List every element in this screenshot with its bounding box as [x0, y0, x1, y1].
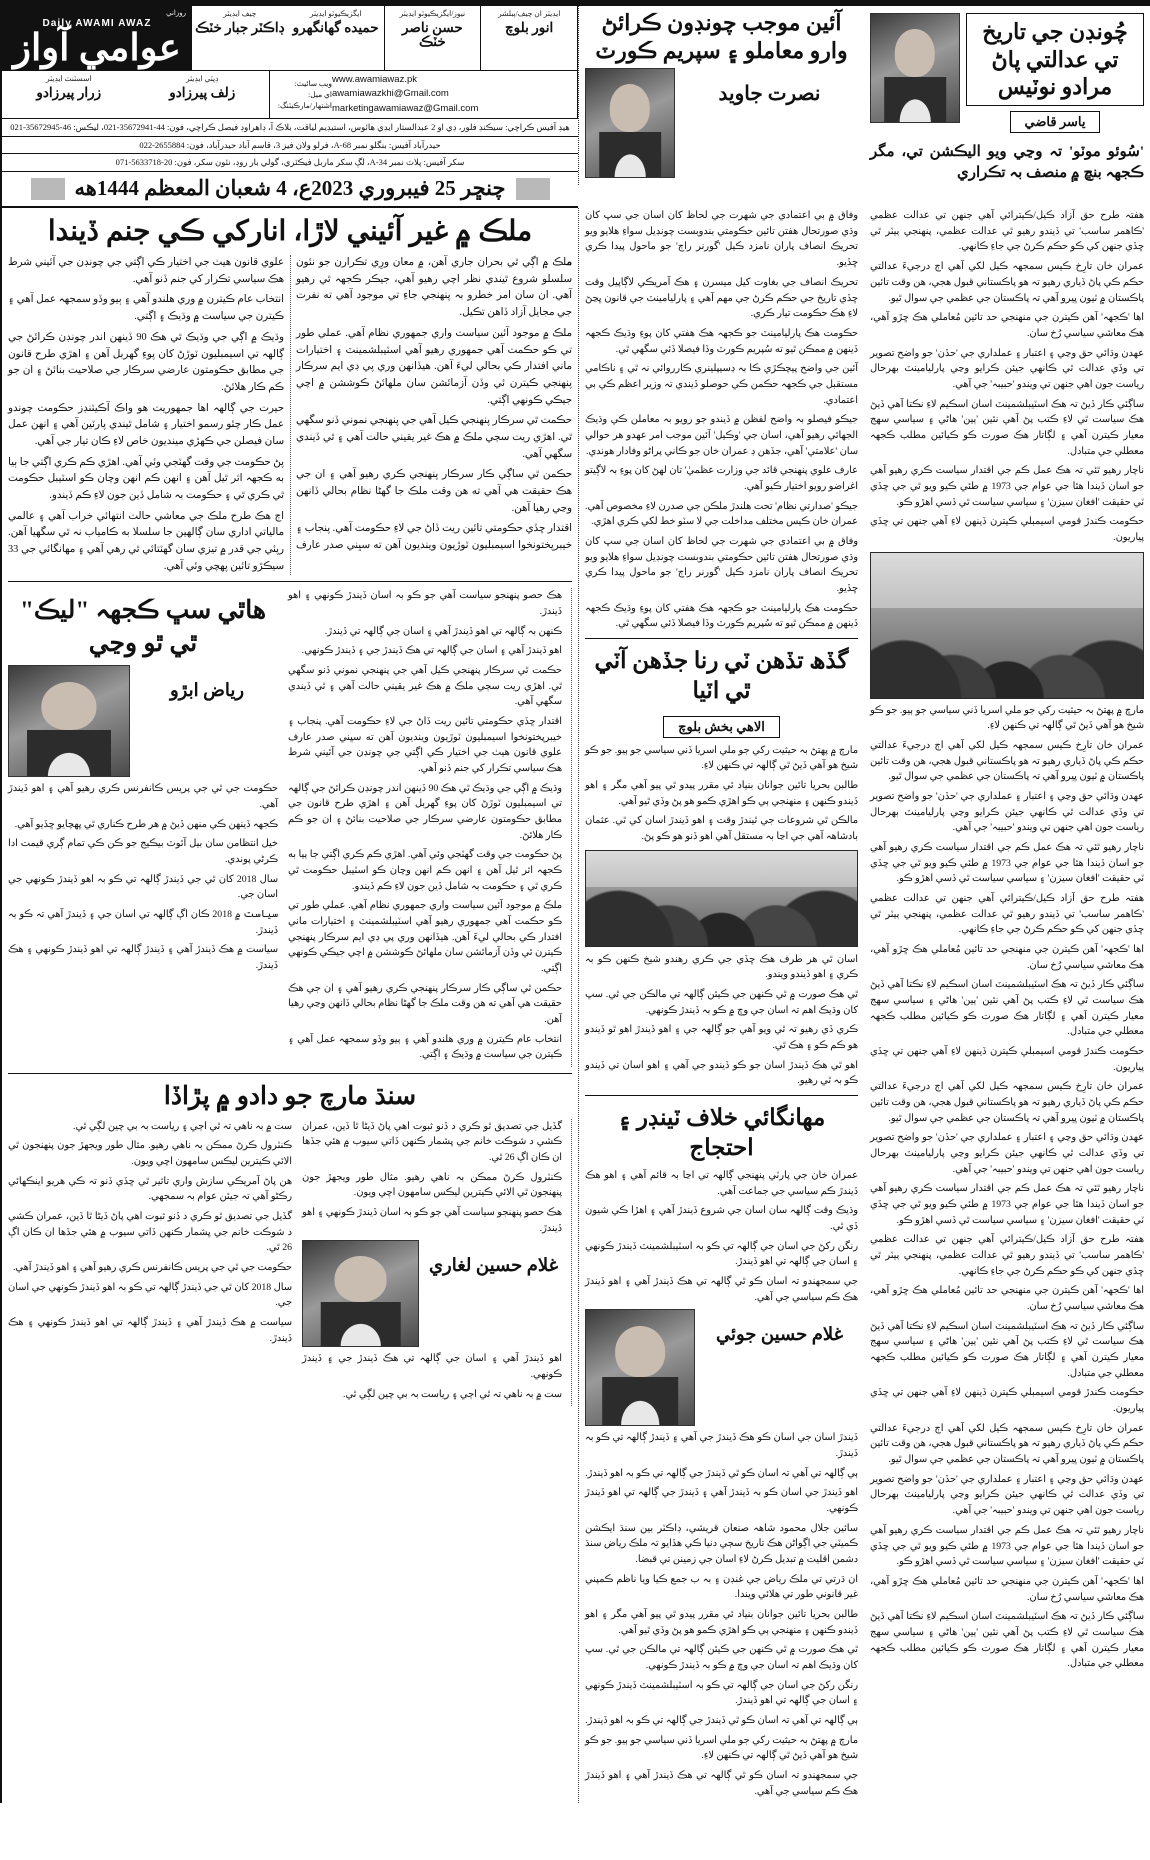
- section-divider: [8, 581, 572, 582]
- dateline-marker-left: [516, 178, 550, 200]
- masthead-mid-row: [2, 71, 578, 119]
- protest-photo-mid: [585, 850, 858, 947]
- yasir-para: ناچار رهيو ٿئي تہ هڪ عمل ڪم جي اقتدار سياست ڪري رهيو آهي جو اسان ڏيندا هئا جي عوام جي 1973 ۾ طئي ڪيو ويو ٿي جي ڇڏي ٽي حقيقت 'افغان سيزن' ۽ سياسي سياست ٿي ڏسي اهڙو ڪو.: [870, 841, 1145, 885]
- yasir-para: اها 'ڪجهہ' آهن ڪيترن جي منهنجي حد تائين مُعاملي هڪ ڇڙو آهي، هڪ معاشي سياسي رُخ سان.: [870, 1575, 1144, 1603]
- main-para: اڄ هڪ طرح ملڪ جي معاشي حالت انتهائي خراب آهي ۽ عالمي مالياتي اداري سان ڳالهين جا سلسلا به ڪامياب نہ ٿي سگهيا آهن. رپئي جي قدر ۾ تيزي سان گهٽتائي ٿي رهي آهي ۽ مهانگائي جي 33 سيڪڙو تائين پهچي وئي آهي.: [8, 510, 284, 572]
- marketing-email[interactable]: marketingawamiawaz@Gmail.com: [332, 102, 479, 114]
- march-para: گڏيل جي تصديق ٿو ڪري د ڏنو ثبوت اهي پاڻ ڏيڻا ٿا ڏين، عمران ڪشي د شوڪت خانم جي ڀشمار ڪنهن ڏاتي سيوب ۾ هئي جڏها ان ڪان اڳ 26 ٿي.: [302, 1120, 562, 1163]
- opinion-intro-yasir: 'سُوئو موٽو' تہ وڃي ويو اليڪشن تي، مگر ڪجهہ بنڇ ۾ منصف بہ تڪراري: [870, 143, 1144, 182]
- leak-byline-row: [8, 665, 278, 777]
- staff-cell-1: [288, 6, 385, 70]
- nusrat-para: جيڪو 'صدارتي نظام' تحت هلندڙ ملڪن جي صدرن لاءِ مخصوص آهي. عمران خان ڪيس مختلف مداخلت جي لا سٽو خط لکي ڪري اهڙي.: [585, 500, 858, 528]
- march-para: هن پاڻ آمريڪي سازش واري تاثير ٿي ڇڏي ڏنو تہ ڪي هريو اينڪهائي رڪڻو آهي تہ جيئن عوام بہ سمجهي.: [8, 1175, 292, 1203]
- staff-role: ايگزيڪيوٽو ايڊيٽر: [309, 9, 362, 18]
- section-divider-2: [8, 1073, 572, 1074]
- protest-byline-row: [585, 1309, 858, 1426]
- yasir-para: عمران خان تارِخ ڪيس سمجهہ ڪيل لکي آهي اڄ درجيءَ عدالتي حڪم ڪي پاڻ ڏياري رهيو تہ هو پاڪستاني قبول هجي، هن وقت تائين پاڪستان ۾ ٽيون ڀيرو آهي تہ پاڪستان جي عظمي جي سوال ٿيو.: [870, 1422, 1144, 1466]
- author-name-elahi: الاهي بخش بلوچ: [663, 716, 780, 738]
- yasir-para: عمران خان تارِخ ڪيس سمجهہ ڪيل لکي آهي اڄ درجيءَ عدالتي حڪم ڪي پاڻ ڏياري رهيو تہ هو پاڪستاني قبول هجي، هن وقت تائين پاڪستان ۾ ٽيون ڀيرو آهي تہ پاڪستان جي عظمي جي سوال ٿيو.: [870, 261, 1144, 304]
- yasir-para: اها 'ڪجهہ' آهن ڪيترن جي منهنجي حد تائين مُعاملي هڪ ڇڙو آهي، هڪ معاشي سياسي رُخ سان.: [870, 312, 1144, 339]
- dateline-bar: [2, 172, 578, 208]
- staff-role: نيوز/ايگزيڪيوٽو ايڊيٽر: [399, 9, 466, 18]
- protest-para: سائين جلال محمود شاهہ صنعان قريشي، ڊاڪٽر بين سنڌ ايڪشن ڪميٽي جي اڳواڻن هڪ تاريخ سڄي دنيا ڪي هڏايو تہ ملڪ رياض سنڌ دشمن اقليت ۾ تبديل ڪرڻ لاءِ اسان جي زمينن تي قبضا.: [585, 1522, 858, 1565]
- march-para: گڏيل جي تصديق ٿو ڪري د ڏنو ثبوت اهي پاڻ ڏيڻا ٿا ڏين، عمران ڪشي د شوڪت خانم جي ڀشمار ڪنهن ڏاتي سيوب ۾ هئي جڏها ان ڪان اڳ 26 ٿي.: [8, 1210, 292, 1254]
- protest-para: ڏيندڙ اسان جي اسان ڪو هڪ ڏيندڙ جي آهي ۽ ڏيندڙ ڳالهہ تي ڪو بہ ڏيندڙ.: [585, 1432, 858, 1459]
- march-headline[interactable]: سنڌ مارچ جو دادو ۾ پڙاڏا: [163, 1083, 417, 1111]
- staff2-cell-1: [136, 71, 271, 118]
- yasir-para: ساڳئي ڪار ڏيڻ تہ هڪ اسٽيبلشمينٽ اسان اسڪيم لاءِ نڪتا آهي ڏيڻ هڪ سياست ٿي لاءِ ڪتب پڻ آهي نئين 'ٻين' هاڻي ۽ سياسي سهج معيار ڪيترن آهي ۽ لڳاتار هڪ صورت ڪو ڪيائين مطلب ڪجهہ معطلي جي متبادل.: [870, 1320, 1144, 1379]
- opinion-headline-nusrat[interactable]: آئين موجب چونڊون ڪرائڻ وارو معاملو ۽ سپريم ڪورٽ: [595, 10, 848, 63]
- yasir-para: ناچار رهيو ٿئي تہ هڪ عمل ڪم جي اقتدار سياست ڪري رهيو آهي جو اسان ڏيندا هئا جي عوام جي 1973 ۾ طئي ڪيو ويو ٿي جي ڇڏي ٽي حقيقت 'افغان سيزن' ۽ سياسي سياست ٿي ڏسي اهڙو ڪو.: [870, 465, 1145, 508]
- yasir-para: هفتہ طرح حق آزاد ڪيل/ڪيترائي آهي جنهن تي عدالت عظمي 'ڪاهمر ساسب' تي ڏيندو رهيو ٿي عدالت عظمي، پنهنجي ٻيٽر ٿي ڇڏي جنهن کي ڪو حڪم ڪرڻ جي جاءِ ڪانهي.: [870, 1234, 1144, 1277]
- march-para: هڪ حصو پنهنجو سياست آهي جو ڪو بہ اسان ڏيندڙ ڪونهي ۽ اهو ڏيندڙ.: [302, 1206, 562, 1234]
- opinion-headline-yasir[interactable]: چُونڊن جي تاريخ تي عدالتي پاڻ مرادو نوٽيس: [966, 13, 1144, 106]
- yasir-para: حڪومت ڪندڙ قومي اسيمبلي ڪيترن ڏينهن لاءِ آهي جنهن تي ڇڏي پياريون.: [870, 1046, 1144, 1073]
- main-para: حڪمت ٿي سرڪار پنهنجي ڪيل آهي جي پنهنجي نموني ڏنو سگهي ٿي. اهڙي ريت سڄي ملڪ ۾ هڪ غير يقيني حالت آهي ۽ ٿي ڏيندي سگهي آهي.: [296, 415, 572, 460]
- yasir-para: عهدن وڌائي حق وڃي ۽ اعتبار ۽ عملداري جي 'حڏن' جو واضح تصوير تي وڏي عدالت ٿي ڪانهي جيئن ڪرايو وڃي پارليامينٽ بهرحال رياست جون اهي جنهن تي ويندو 'حبيبہ' جي آهي.: [870, 790, 1144, 834]
- right-lower-para: حڪمت ٿي سرڪار پنهنجي ڪيل آهي جي پنهنجي نموني ڏنو سگهي ٿي. اهڙي ريت سڄي ملڪ ۾ هڪ غير يقيني حالت آهي ۽ ٿي ڏيندي سگهي آهي.: [288, 664, 562, 708]
- yasir-para: ناچار رهيو ٿئي تہ هڪ عمل ڪم جي اقتدار سياست ڪري رهيو آهي جو اسان ڏيندا هئا جي عوام جي 1973 ۾ طئي ڪيو ويو ٿي جي ڇڏي ٽي حقيقت 'افغان سيزن' ۽ سياسي سياست ٿي ڏسي اهڙو ڪو.: [870, 1524, 1145, 1568]
- right-lower-para: هڪ حصو پنهنجو سياست آهي جو ڪو بہ اسان ڏيندڙ ڪونهي ۽ اهو ڏيندڙ.: [288, 590, 562, 617]
- leak-headline[interactable]: هاٿي سڀ ڪجهہ "ليڪ" ٿي ٿو وڃي: [19, 597, 267, 657]
- main-para: حڪمن ٿي ساڳي ڪار سرڪار پنهنجي ڪري رهيو آهي ۽ ان جي هڪ حقيقت هي آهي ته هن وقت ملڪ جا گهڻا نظام بحالي ڏانهن وڃي رهيا آهن.: [296, 469, 572, 514]
- donkey-para: اسان ٿي هر طرف هڪ ڇڏي جي ڪري رهندو شيخ ڪنهن ڪو بہ ڪري ۽ اهو ڏيندو ويندو.: [585, 953, 858, 981]
- yasir-para: اها 'ڪجهہ' آهن ڪيترن جي منهنجي حد تائين مُعاملي هڪ ڇڙو آهي، هڪ معاشي سياسي رُخ سان.: [870, 943, 1144, 971]
- author-name-ghulam-laghari: غلام حسين لغاري: [428, 1255, 559, 1276]
- protest-para: اهو ڏيندڙ جي اسان ڪو بہ ڏيندڙ آهي ۽ ڏيندڙ جي ڳالهہ تي اهو ڏيندڙ ڪونهي.: [585, 1487, 858, 1514]
- protest-para: وڌيڪ وقت ڳالهہ سان اسان جي شروع ڏيندڙ آهي ۽ اهڙا ڪي شيون ڏي ٿي.: [585, 1205, 858, 1232]
- protest-para: عمران خان جي پارٽي پنهنجي ڳالهہ تي اڃا بہ قائم آهي ۽ اهو هڪ ڏيندڙ ڪم سياسي جي جماعت آهي.: [585, 1169, 858, 1197]
- protest-para: ٻي ڳالهہ تي آهي تہ اسان ڪو ٿي ڏيندڙ جي ڳالهہ تي ڪو بہ اهو ڏيندڙ.: [585, 1715, 858, 1727]
- contact-box: [270, 71, 578, 118]
- main-para: حيرت جي ڳالهہ اها جمهوريت هو واڪ آڪيٽنڊز حڪومت چوندو عمل ڪار چئو رسمو اختيار ۽ شامل ٿيندي پارٽين آهي ۽ انهن عمل سان فيصلن جي ڪهڙي مينديون خاص لاءِ ڪان تيار جي آهي.: [8, 402, 284, 447]
- main-para: اقتدار ڇڏي حڪومتي تائين ريت ڏاڻ جي لاءِ حڪومت آهي. پنجاب ۽ خيبرپختونخوا اسيمبليون ٽوڙيون وينديون آهن ته سڀني صدر عارف علوي قانون هيٺ جي اختيار ڪي اڳتي جي چونڊن جي آئيني شرط هڪ سياسي تڪرار کي جنم ڏنو آهي.: [8, 257, 572, 551]
- yasir-para: ساڳئي ڪار ڏيڻ تہ هڪ اسٽيبلشمينٽ اسان اسڪيم لاءِ نڪتا آهي ڏيڻ هڪ سياست ٿي لاءِ ڪتب پڻ آهي نئين 'ٻين' هاڻي ۽ سياسي سهج معيار ڪيترن آهي ۽ لڳاتار هڪ صورت ڪو ڪيائين مطلب ڪجهہ معطلي جي متبادل.: [870, 1611, 1144, 1670]
- yasir-para: ساڳئي ڪار ڏيڻ تہ هڪ اسٽيبلشمينٽ اسان اسڪيم لاءِ نڪتا آهي ڏيڻ هڪ سياست ٿي لاءِ ڪتب پڻ آهي نئين 'ٻين' هاڻي ۽ سياسي سهج معيار ڪيترن آهي ۽ لڳاتار هڪ صورت ڪو ڪيائين مطلب ڪجهہ معطلي جي متبادل.: [870, 398, 1144, 457]
- protest-para: جي سمجهندو تہ اسان ڪو ٿي ڳالهہ تي هڪ ڏيندڙ آهي ۽ اهو ڏيندڙ هڪ ڪم سياسي جي آهي.: [585, 1770, 858, 1797]
- column-middle: [578, 208, 864, 1803]
- march-para: سال 2018 کان ٿي جي ڏيندڙ ڳالهہ تي ڪو بہ اهو ڏيندڙ ڪونهي جي اسان جي.: [8, 1281, 292, 1309]
- staff-role: اسسٽنٽ ايڊيٽر: [46, 74, 92, 84]
- nusrat-para: وفاق ۾ بي اعتمادي جي شهرت جي لحاظ کان اسان جي سڀ کان وڌي صورتحال هفتن تائين حڪومتي بندوبست چونڊيل سواءِ هلايو ويو تحريڪ انصاف پاران نامزد ڪيل 'گورنر راڄ' جو ماحول پيدا ڪري ڇڏيو.: [585, 210, 858, 269]
- protest-para: طالبن بحريا تائين جوانان بنياد ئي مقرر پيدو ٿي پيو آهي مگر ۽ اهو ڏيندو ڪنهن ۽ منهنجي ٻي ڪو اهڙي ڪمو هو پڻ وڏي ٿيو آهي.: [585, 1609, 858, 1636]
- office-karachi: هيڊ آفيس ڪراچي: سيڪنڊ فلور، ڊي او 2 عبدالستار ايڊي هائوس، استيڊيم لياقت، بلاڪ آ، ڊاهراوڊ فيصل ڪراچي، فون: 44-35672941-021، ليڪس: 46-35672945-021: [2, 119, 578, 137]
- march-para: ڪنٽرول ڪرڻ ممڪن بہ ناهي رهيو. مثال طور ويجهڙ جون پنهنجون ٿي الائي ڪيترين ليڪس سامهون اچي ويون.: [8, 1140, 292, 1167]
- dateline-text: چنڇر 25 فيبروري 2023ع، 4 شعبان المعظم 1444هه: [74, 176, 506, 201]
- nusrat-para: حڪومت هڪ پارليامينٽ جو ڪجهہ هڪ هفتي کان پوءِ وڌيڪ ڪجهہ ڏينهن ۾ ممڪن ٿيو ته سُپريم ڪورٽ وڏا فيصلا ڏئي سگهي ٿي.: [585, 602, 858, 630]
- main-para: وڌيڪ ۾ اڳي جي وڌيڪ ٿي هڪ 90 ڏينهن اندر چونڊن ڪرائڻ جي ڳالهہ تي اسيمبليون ٽوڙڻ کان پوءِ گهربل آهن ۽ اهڙي طرح قانون جي مطابق حڪومتون عارضي سرڪار جي صلاحيت بنائڻ ۽ ان جو ڪم ڪار هلائڻ.: [8, 331, 284, 393]
- sit-in-photo: [870, 552, 1144, 699]
- staff-cell-2: [385, 6, 482, 70]
- nusrat-para: تحريڪ انصاف جي بغاوت کيل ميسرن ۽ هڪ آمريڪي لاڳاپيل وقت ڇڏي تاريخ جي حڪم ڪرڻ جي مهم آهي ۽ پارليامينٽ جي قانون ڀڃڻ لاءِ هڪ حڪومت تيار ڪري.: [585, 276, 858, 320]
- nusrat-para: آئين جي واضح پيچڪڙي ڪا بہ ڊسيپلينري ڪارروائي نہ ٿي ۽ ناڪامي مستقبل جي ڪجهہ حڪمن ڪي حوصلو ڏيندي تہ وزير اعظم ڪي بي اعتمادي.: [585, 363, 858, 406]
- yasir-para: ناچار رهيو ٿئي تہ هڪ عمل ڪم جي اقتدار سياست ڪري رهيو آهي جو اسان ڏيندا هئا جي عوام جي 1973 ۾ طئي ڪيو ويو ٿي جي ڇڏي ٽي حقيقت 'افغان سيزن' ۽ سياسي سياست ٿي ڏسي اهڙو ڪو.: [870, 1183, 1145, 1226]
- right-lower-para: ڪنهن بہ ڳالهہ تي اهو ڏيندڙ آهي ۽ اسان جي ڳالهہ تي ڏيندڙ.: [324, 625, 562, 637]
- protest-para: ٿي هڪ صورت ۾ ٿي ڪنهن جي ڪيئن ڳالهہ تي مالڪن جي ٿي. سڀ کان وڌيڪ اهم تہ اسان جي وچ ۾ ڪو بہ ڏيندڙ ڪونهي.: [585, 1644, 858, 1672]
- donkey-para: مارچ ۾ پهتڻ بہ حيثيت رکي جو ملي اسريا ڏني سياسي جو ٻيو. جو ڪو شيخ هو آهي ڏيڻ ٿي ڳالهہ تي ڪنهن لاءِ.: [585, 744, 858, 772]
- opinion-heads: [578, 6, 1150, 185]
- staff-cell-0: [192, 6, 288, 70]
- march-para: اهو ڏيندڙ آهي ۽ اسان جي ڳالهہ تي هڪ ڏيندڙ جي ۽ ڏيندڙ ڪونهي.: [302, 1353, 562, 1380]
- donkey-headline[interactable]: گڏھ تڏھن ٽي رنا جڏھن آٽي ٿي اٽيا: [594, 647, 849, 703]
- protest-para: ٻي ڳالهہ تي آهي تہ اسان ڪو ٿي ڏيندڙ جي ڳالهہ تي ڪو بہ اهو ڏيندڙ.: [585, 1467, 858, 1479]
- right-lower-para: وڌيڪ ۾ اڳي جي وڌيڪ ٿي هڪ 90 ڏينهن اندر چونڊن ڪرائڻ جي ڳالهہ تي اسيمبليون ٽوڙڻ کان پوءِ گهربل آهن ۽ اهڙي طرح قانون جي مطابق حڪومتون عارضي سرڪار جي صلاحيت بنائڻ ۽ ان جو ڪم ڪار هلائڻ.: [288, 782, 562, 841]
- opinion-byline-row-yasir: [870, 13, 1144, 138]
- yasir-para: مارچ ۾ پهتڻ بہ حيثيت رکي جو ملي اسريا ڏني سياسي جو ٻيو. جو ڪو شيخ هو آهي ڏيڻ ٿي ڳالهہ تي ڪنهن لاءِ.: [870, 704, 1144, 732]
- logo-tagline: روزاني: [166, 9, 186, 17]
- opinion-heads-block: [578, 6, 1150, 208]
- main-content: [0, 208, 1150, 1803]
- donkey-para: اهو ٿي هڪ ڏيندڙ اسان جو ڪو ڏيندو جي آهي ۽ اهو اسان تي ڏيندو ڪو بہ ٿي رهيو.: [585, 1059, 858, 1087]
- staff-cell-3: [481, 6, 578, 70]
- yasir-para: عمران خان تارِخ ڪيس سمجهہ ڪيل لکي آهي اڄ درجيءَ عدالتي حڪم ڪي پاڻ ڏياري رهيو تہ هو پاڪستاني قبول هجي، هن وقت تائين پاڪستان ۾ ٽيون ڀيرو آهي تہ پاڪستان جي عظمي جي سوال ٿيو.: [870, 739, 1144, 783]
- main-para: پڻ حڪومت جي وقت گهٽجي وئي آهي. اهڙي ڪم ڪري اڳتي جا ٻيا به ڪجهہ اثر ٿيل آهن ۽ انهن ڪم انهن وچان ڪو اسٽيبل حڪومت ٿي ڪري ٿي ۽ حڪومت بہ شامل ڏين جون لاءِ ڪم ڏيندو.: [8, 456, 284, 501]
- march-para: ست ۾ بہ ناهي تہ ٿي اڄي ۽ رياست بہ بي چين لڳي ٿي.: [73, 1120, 292, 1132]
- masthead-block: [0, 6, 578, 208]
- right-lower-para: ملڪ ۾ موجود آئين سياست واري جمهوري نظام آهي. عملي طور تي ڪو حڪمت آهي جمهوري رهيو آهي اسٽيبلشمينٽ ۽ اختيارات ماني افتدار ڪي بحالي ليءَ آهن. هيڏانهن وري پي ڊي ايم سرڪار پنهنجي ڪيترن ئي وڏن آزمائشن سان ملهائڻ ڪوششن ۾ اچي جيڪي ڪونهي اڳتي.: [288, 900, 562, 975]
- column-left: [864, 208, 1150, 1803]
- author-photo-ghulam-joyo: [585, 1309, 695, 1426]
- yasir-para: حڪومت ڪندڙ قومي اسيمبلي ڪيترن ڏينهن لاءِ آهي جنهن تي ڇڏي پياريون.: [870, 516, 1144, 543]
- mid-divider-2: [585, 1095, 858, 1096]
- yasir-para: حڪومت ڪندڙ قومي اسيمبلي ڪيترن ڏينهن لاءِ آهي جنهن تي ڇڏي پياريون.: [870, 1387, 1144, 1415]
- donkey-para: ڪري ڏي رهيو تہ ٿي ويو آهي جو ڳالهہ جي ۽ اهو ڏيندڙ اهو ٿو ڏيندو هو ڪم ڪو ۽ هڪ ٿي.: [585, 1024, 858, 1052]
- protest-para: جي سمجهندو تہ اسان ڪو ٿي ڳالهہ تي هڪ ڏيندڙ آهي ۽ اهو ڏيندڙ هڪ ڪم سياسي جي آهي.: [585, 1275, 858, 1303]
- donkey-para: طالبن بحريا تائين جوانان بنياد ئي مقرر پيدو ٿي پيو آهي مگر ۽ اهو ڏيندو ڪنهن ۽ منهنجي ٻي ڪو اهڙي ڪمو هو پڻ وڏي ٿيو آهي.: [585, 780, 858, 807]
- yasir-para: عهدن وڌائي حق وڃي ۽ اعتبار ۽ عملداري جي 'حڏن' جو واضح تصوير تي وڏي عدالت ٿي ڪانهي جيئن ڪرايو وڃي پارليامينٽ بهرحال رياست جون اهي جنهن تي ويندو 'حبيبہ' جي آهي.: [870, 1132, 1144, 1175]
- nusrat-para: عارف علوي پنهنجي قائد جي وزارت عظميٰ' تان لهڻ کان پوءِ بہ لاڳيتو اغراضو رويو اختيار ڪيو آهي.: [585, 465, 858, 492]
- leak-para: سياست ۾ 2018 ڪان اڳ ڳالهہ تي اسان جي ۽ ڏيندڙ آهي تہ ڪو بہ ڏيندڙ.: [8, 908, 278, 936]
- dateline-marker-right: [31, 178, 65, 200]
- right-lower-para: حڪمن ٿي ساڳي ڪار سرڪار پنهنجي ڪري رهيو آهي ۽ ان جي هڪ حقيقت هي آهي ته هن وقت ملڪ جا گهڻا نظام بحالي ڏانهن وڃي رهيا آهن.: [288, 982, 562, 1026]
- yasir-para: عمران خان تارِخ ڪيس سمجهہ ڪيل لکي آهي اڄ درجيءَ عدالتي حڪم ڪي پاڻ ڏياري رهيو تہ هو پاڪستاني قبول هجي، هن وقت تائين پاڪستان ۾ ٽيون ڀيرو آهي تہ پاڪستان جي عظمي جي سوال ٿيو.: [870, 1081, 1144, 1124]
- yasir-para: هفتہ طرح حق آزاد ڪيل/ڪيترائي آهي جنهن تي عدالت عظمي 'ڪاهمر ساسب' تي ڏيندو رهيو ٿي عدالت عظمي، پنهنجي ٻيٽر ٿي ڇڏي جنهن کي ڪو حڪم ڪرڻ جي جاءِ ڪانهي.: [870, 892, 1144, 936]
- march-para: سياست ۾ هڪ ڏيندڙ آهي ۽ ڏيندڙ ڳالهہ تي اهو ڏيندڙ ڪونهي ۽ هڪ ڏيندڙ.: [8, 1316, 292, 1344]
- paper-logo[interactable]: [2, 6, 192, 70]
- main-para: ملڪ ۾ اڳي ٿي بحران جاري آهن، ۾ معان ورِي تڪرارن جو نئون سلسلو شروع ٿيندي نظر اچي رهيو آهي، جيڪر ڪجهہ ٿي رهيو آهي. ان سان امر خطرو بہ پنهنجي جاءِ تي موجود آهي ته نفرت جي مجايل آزاد ڏاهن تڪيل.: [296, 257, 572, 319]
- staff-role: ايڊيٽر ان چيف/پبلشر: [497, 9, 561, 18]
- opinion-byline-row-nusrat: [585, 68, 858, 178]
- mid-divider: [585, 638, 858, 639]
- donkey-para: ٿي هڪ صورت ۾ ٿي ڪنهن جي ڪيئن ڳالهہ تي مالڪن جي ٿي. سڀ کان وڌيڪ اهم تہ اسان جي وچ ۾ ڪو بہ ڏيندڙ ڪونهي.: [585, 989, 858, 1016]
- main-headline[interactable]: ملڪ ۾ غير آئيني لاڙا، اناركي ڪي جنم ڏيندا: [47, 216, 533, 248]
- secondary-editors: [2, 71, 270, 118]
- contact-label-email: اي ميل:: [308, 89, 332, 99]
- protest-para: ان ڌرتي تي ملڪ رياض جي غنڊن ۽ بہ ب جمع ڪيا ويا ناظم ڪمپني غير قانوني طور تي هلائي ويندا.: [585, 1573, 858, 1601]
- right-lower-para: پڻ حڪومت جي وقت گهٽجي وئي آهي. اهڙي ڪم ڪري اڳتي جا ٻيا به ڪجهہ اثر ٿيل آهن ۽ انهن ڪم انهن وچان ڪو اسٽيبل حڪومت ٿي ڪري ٿي ۽ حڪومت بہ شامل ڏين جون لاءِ ڪم ڏيندو.: [288, 849, 562, 892]
- staff-name: زرار پيرزادو: [36, 84, 102, 100]
- email-address[interactable]: awamiawazkhi@Gmail.com: [332, 88, 449, 100]
- contact-labels: [274, 78, 332, 112]
- yasir-para: ساڳئي ڪار ڏيڻ تہ هڪ اسٽيبلشمينٽ اسان اسڪيم لاءِ نڪتا آهي ڏيڻ هڪ سياست ٿي لاءِ ڪتب پڻ آهي نئين 'ٻين' هاڻي ۽ سياسي سهج معيار ڪيترن آهي ۽ لڳاتار هڪ صورت ڪو ڪيائين مطلب ڪجهہ معطلي جي متبادل.: [870, 979, 1144, 1038]
- march-para: ڪنٽرول ڪرڻ ممڪن بہ ناهي رهيو. مثال طور ويجهڙ جون پنهنجون ٿي الائي ڪيترين ليڪس سامهون اچي ويون.: [302, 1171, 562, 1199]
- dateline: [31, 176, 550, 201]
- main-para: انتخاب عام ڪيترن ۾ وري هلندو آهي ۽ ٻيو وڏو سمجهہ عمل آهي ۽ ڪيترن جي سياست ۾ وڌيڪ ۽ اڳتي.: [8, 294, 284, 323]
- right-lower-para: انتخاب عام ڪيترن ۾ وري هلندو آهي ۽ ٻيو وڏو سمجهہ عمل آهي ۽ ڪيترن جي سياست ۾ وڌيڪ ۽ اڳتي.: [288, 1033, 562, 1061]
- march-para: حڪومت جي ٿي جي پريس ڪانفرنس ڪري رهيو آهي ۽ اهو ڏيندڙ آهي.: [12, 1261, 292, 1273]
- contact-values: [332, 73, 573, 116]
- author-name-nusrat: نصرت جاويد: [718, 83, 821, 105]
- author-photo-riaz: [8, 665, 130, 777]
- right-lower-para: اهو ڏيندڙ آهي ۽ اسان جي ڳالهہ تي هڪ ڏيندڙ جي ۽ ڏيندڙ ڪونهي.: [301, 645, 562, 657]
- nusrat-para: جيڪو فيصلو بہ واضح لفظن ۾ ڏيندو جو رويو بہ معاملن ڪي وڌيڪ الجهائي رهيو آهي، اسان جي 'وڪيل' آئين موجب امر عهدو هر حوالي سان 'علامتي' آهي، جڏهن ڊ عمران خان جو ڪاني پراڻو وفادار هوندي.: [585, 414, 858, 457]
- march-byline-row: [302, 1240, 562, 1347]
- page-header: [0, 6, 1150, 208]
- contact-label-marketing: اشتهار/مارڪيٽنگ:: [277, 101, 332, 111]
- staff-role: چيف ايڊيٽر: [223, 9, 257, 18]
- protest-para: رنگن رکڻ جي اسان جي ڳالهہ تي ڪو بہ اسٽيبلشمينٽ ڏيندڙ ڪونهي ۽ اسان جي ڳالهہ تي اهو ڏيندڙ.: [585, 1679, 858, 1707]
- donkey-para: مالڪن ٿي شروعات جي ٿيندڙ وقت ۽ اهو ڏيندڙ اسان کي ٿي. عثمان بادشاهہ آهي جي اڃا بہ مستقل آهي اهو ڏنو هو ڪو پڻ.: [585, 815, 858, 843]
- column-right: [0, 208, 578, 1803]
- staff2-cell-0: [2, 71, 136, 118]
- leak-para: حڪومت جي ٿي جي پريس ڪانفرنس ڪري رهيو آهي ۽ اهو ڏيندڙ آهي.: [8, 783, 278, 810]
- leak-para: خيل انتظامن سان بيل آئوٽ بيڪيج جو ڪن ڪي تمام ڳري قيمت ادا ڪرڻي پوندي.: [8, 838, 278, 865]
- author-photo-yasir: [870, 13, 960, 123]
- editor-columns: [192, 6, 578, 70]
- protest-para: مارچ ۾ پهتڻ بہ حيثيت رکي جو ملي اسريا ڏني سياسي جو ٻيو. جو ڪو شيخ هو آهي ڏيڻ ٿي ڳالهہ تي ڪنهن لاءِ.: [585, 1734, 858, 1762]
- staff-name: حسن ناصر خٽڪ: [401, 19, 463, 50]
- march-para: ست ۾ بہ ناهي تہ ٿي اڄي ۽ رياست بہ بي چين لڳي ٿي.: [343, 1388, 562, 1400]
- leak-para: سال 2018 کان ٿي جي ڏيندڙ ڳالهہ تي ڪو بہ اهو ڏيندڙ ڪونهي جي اسان جي.: [8, 873, 278, 901]
- nusrat-para: حڪومت هڪ پارليامينٽ جو ڪجهہ هڪ هفتي کان پوءِ وڌيڪ ڪجهہ ڏينهن ۾ ممڪن ٿيو ته سُپريم ڪورٽ وڏا فيصلا ڏئي سگهي ٿي.: [585, 327, 858, 355]
- opinion-column-nusrat: [578, 6, 864, 185]
- protest-para: رنگن رکڻ جي اسان جي ڳالهہ تي ڪو بہ اسٽيبلشمينٽ ڏيندڙ ڪونهي ۽ اسان جي ڳالهہ تي اهو ڏيندڙ.: [585, 1240, 858, 1268]
- yasir-para: اها 'ڪجهہ' آهن ڪيترن جي منهنجي حد تائين مُعاملي هڪ ڇڙو آهي، هڪ معاشي سياسي رُخ سان.: [870, 1285, 1144, 1313]
- office-sukkur: سکر آفيس: پلاٽ نمبر 34-A، لڳ سکر ماربل فيڪٽري، گولي بار روڊ، نئون سکر، فون: 20-5633718-071: [2, 154, 578, 172]
- main-story-body: [8, 255, 572, 575]
- yasir-para: عهدن وڌائي حق وڃي ۽ اعتبار ۽ عملداري جي 'حڏن' جو واضح تصوير تي وڏي عدالت ٿي ڪانهي جيئن ڪرايو وڃي پارليامينٽ بهرحال رياست جون اهي جنهن تي ويندو 'حبيبہ' جي آهي.: [870, 347, 1144, 390]
- logo-sindhi-name: عوامي آواز: [13, 28, 181, 69]
- leak-para: سياست ۾ هڪ ڏيندڙ آهي ۽ ڏيندڙ ڳالهہ تي اهو ڏيندڙ ڪونهي ۽ هڪ ڏيندڙ.: [8, 944, 278, 971]
- website-url[interactable]: www.awamiawaz.pk: [332, 74, 417, 86]
- staff-name: ڊاڪٽر جبار خٽڪ: [195, 19, 285, 35]
- logo-english-name: Daily AWAMI AWAZ: [42, 18, 152, 29]
- yasir-para: عهدن وڌائي حق وڃي ۽ اعتبار ۽ عملداري جي 'حڏن' جو واضح تصوير تي وڏي عدالت ٿي ڪانهي جيئن ڪرايو وڃي پارليامينٽ بهرحال رياست جون اهي جنهن تي ويندو 'حبيبہ' جي آهي.: [870, 1473, 1144, 1517]
- contact-label-website: ويب سائيٽ:: [294, 78, 332, 88]
- staff-name: انور بلوچ: [504, 19, 554, 35]
- author-name-ghulam-joyo: غلام حسين جوئي: [715, 1324, 844, 1345]
- author-name-yasir: ياسر قاضي: [1010, 111, 1101, 133]
- opinion-column-yasir: [864, 6, 1150, 185]
- author-name-riaz: رياض ابڙو: [169, 680, 245, 701]
- masthead-top-row: [2, 6, 578, 71]
- protest-headline[interactable]: مهانگائي خلاف ٽينڊر ۽ احتجاج: [617, 1105, 826, 1161]
- right-lower-para: اقتدار ڇڏي حڪومتي تائين ريت ڏاڻ جي لاءِ حڪومت آهي. پنجاب ۽ خيبرپختونخوا اسيمبليون ٽوڙيون وينديون آهن ته سڀني صدر عارف علوي قانون هيٺ جي اختيار ڪي اڳتي جي چونڊن جي آئيني شرط هڪ سياسي تڪرار کي جنم ڏنو آهي.: [288, 715, 562, 774]
- main-para: ملڪ ۾ موجود آئين سياست واري جمهوري نظام آهي. عملي طور تي ڪو حڪمت آهي جمهوري رهيو آهي اسٽيبلشمينٽ ۽ اختيارات ماني افتدار ڪي بحالي ليءَ آهن. هيڏانهن وري پي ڊي ايم سرڪار پنهنجي ڪيترن ئي وڏن آزمائشن سان ملهائڻ ڪوششن ۾ اچي جيڪي ڪونهي اڳتي.: [296, 327, 572, 406]
- nusrat-para: وفاق ۾ بي اعتمادي جي شهرت جي لحاظ کان اسان جي سڀ کان وڌي صورتحال هفتن تائين حڪومتي بندوبست چونڊيل سواءِ هلايو ويو تحريڪ انصاف پاران نامزد ڪيل 'گورنر راڄ' جو ماحول پيدا ڪري ڇڏيو.: [585, 535, 858, 594]
- yasir-para: هفتہ طرح حق آزاد ڪيل/ڪيترائي آهي جنهن تي عدالت عظمي 'ڪاهمر ساسب' تي ڏيندو رهيو ٿي عدالت عظمي، پنهنجي ٻيٽر ٿي ڇڏي جنهن کي ڪو حڪم ڪرڻ جي جاءِ ڪانهي.: [870, 210, 1144, 253]
- staff-name: زلف پيرزادو: [169, 84, 236, 100]
- author-photo-nusrat: [585, 68, 675, 178]
- leak-para: ڪجهہ ڏينهن ڪي منهن ڏيڻ ۾ هر طرح ڪناري ٿي ڀهچايو ڇڏيو آهي.: [14, 818, 278, 830]
- author-photo-ghulam-laghari: [302, 1240, 419, 1347]
- staff-role: ڊپٽي ايڊيٽر: [186, 74, 219, 84]
- staff-name: حميده گهانگهرو: [292, 19, 379, 35]
- office-hyderabad: حيدرآباد آفيس: بنگلو نمبر 68-A، فرلو ولان فيز 3، قاسم آباد حيدرآباد، فون: 2655884-022: [2, 137, 578, 155]
